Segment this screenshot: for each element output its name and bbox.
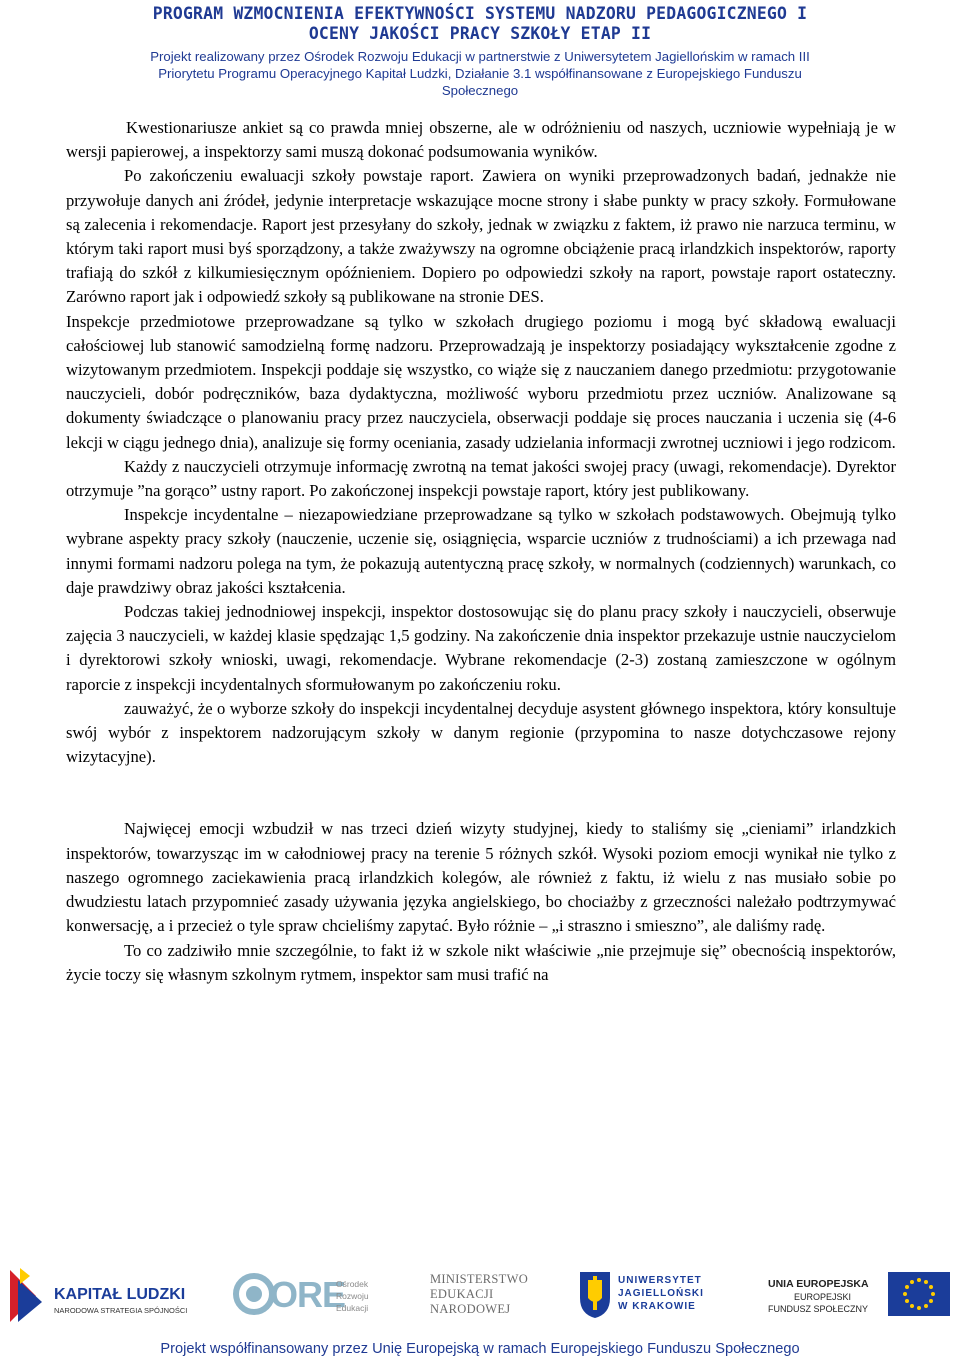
- kapital-ludzki-tagline: NARODOWA STRATEGIA SPÓJNOŚCI: [54, 1306, 188, 1315]
- program-title-line-1: PROGRAM WZMOCNIENIA EFEKTYWNOŚCI SYSTEMU NADZORU PEDAGOGICZNEGO I: [152, 4, 808, 23]
- ore-wordmark: ORE: [270, 1274, 346, 1315]
- paragraph-questionnaires: Kwestionariusze ankiet są co prawda mniej obszerne, ale w odróżnieniu od naszych, uczniowie wypełniają je w wersji papierowej, a inspektorzy sami muszą dokonać podsumowania wyników.: [66, 118, 896, 162]
- eu-logo: [768, 1262, 954, 1332]
- paragraph-school-rhythm: To co zadziwiło mnie szczególnie, to fakt iż w szkole nikt właściwie „nie przejmuje się” obecnością inspektorów, życie toczy się własnym szkolnym rytmem, inspektor sam musi trafić na: [66, 940, 896, 984]
- men-name: [430, 1272, 528, 1317]
- project-info-line-3: Społecznego: [441, 83, 519, 98]
- kapital-ludzki-logo: [6, 1262, 196, 1332]
- uj-name-line-3: W KRAKOWIE: [618, 1301, 696, 1312]
- kapital-ludzki-name: KAPITAŁ LUDZKI: [54, 1286, 186, 1303]
- ore-name-line-3: Edukacji: [336, 1303, 369, 1313]
- men-name-line-3: NARODOWEJ: [430, 1302, 511, 1316]
- uj-name: [618, 1274, 704, 1313]
- program-title-line-2: OCENY JAKOŚCI PRACY SZKOŁY ETAP II: [308, 24, 652, 43]
- uj-name-line-2: JAGIELLOŃSKI: [618, 1288, 704, 1299]
- ore-logo: [232, 1262, 392, 1332]
- ore-name: [336, 1278, 369, 1314]
- paragraph-report: Po zakończeniu ewaluacji szkoły powstaje raport. Zawiera on wyniki przeprowadzonych badań, jednakże nie przywołuje danych ani źródeł, jedynie interpretacje wskazujące mocne strony i słabe punkty w pracy szkoły. Formułowane są zalecenia i rekomendacje. Raport jest przesyłany do szkoły, jednak w związku z faktem, iż prawo nie narzuca terminu, w którym taki raport musi byś sporządzony, a także zważywszy na ogromne obciążenie pracą irlandzkich inspektorów, raporty trafiają do szkół z kilkumiesięcznym opóźnieniem. Dopiero po odpowiedzi szkoły na raport, powstaje raport ostateczny. Zarówno raport jak i odpowiedź szkoły są publikowane na stronie DES.: [66, 166, 896, 307]
- logos-bar: [0, 1262, 960, 1332]
- paragraph-school-selection: zauważyć, że o wyborze szkoły do inspekcji incydentalnej decyduje asystent głównego inspektora, który konsultuje swój wybór z inspektorem nadzorującym szkoły w danym regionie (przypomina to nasze dotychczasowe rejony wizytacyjne).: [66, 698, 896, 767]
- paragraph-subject-inspections: Inspekcje przedmiotowe przeprowadzane są tylko w szkołach drugiego poziomu i mogą być składową ewaluacji całościowej lub stanowić samodzielną formę nadzoru. Przeprowadzają je inspektorzy posiadający wykształcenie zgodne z wizytowanym przedmiotem. Inspekcji poddaje się wszystko, co wiąże się z nauczaniem danego przedmiotu: przygotowanie nauczycieli, dobór podręczników, baza dydaktyczna, możliwość wyboru przedmiotu przez uczniów. Analizowane są dokumenty świadczące o planowaniu pracy przez nauczyciela, obserwacji poddaje się proces nauczania i uczenia się (4-6 lekcji w ciągu jednego dnia), analizuje się formy oceniania, zasady udzielania informacji zwrotnej uczniowi i jego rodzicom.: [66, 311, 896, 452]
- paragraph-study-visit: Najwięcej emocji wzbudził w nas trzeci dzień wizyty studyjnej, kiedy to staliśmy się „cieniami” irlandzkich inspektorów, towarzysząc im w całodniowej pracy na terenie 5 różnych szkół. Wysoki poziom emocji wynikał nie tylko z naszego ogromnego zaciekawienia pracą irlandzkich kolegów, ale również z faktu, iż wielu z nas musiało sobie po dwudziestu latach przypomnieć zasady używania języka angielskiego, bo chociażby z grzeczności należało podtrzymywać konwersację, a i przecież o tyle spraw chcieliśmy zapytać. Było różnie – „i straszno i smieszno”, ale daliśmy radę.: [66, 819, 896, 936]
- kapital-ludzki-emblem-icon: [6, 1266, 46, 1326]
- eu-fund-line-2: FUNDUSZ SPOŁECZNY: [768, 1304, 869, 1314]
- project-info-line-2: Priorytetu Programu Operacyjnego Kapitał Ludzki, Działanie 3.1 współfinansowane z Europejskiego Funduszu: [158, 66, 802, 81]
- footer-cofinancing-note: Projekt współfinansowany przez Unię Europejską w ramach Europejskiego Funduszu Społecznego: [160, 1341, 800, 1357]
- project-info-line-1: Projekt realizowany przez Ośrodek Rozwoju Edukacji w partnerstwie z Uniwersytetem Jagiellońskim w ramach III: [150, 49, 810, 64]
- paragraph-incidental-inspections: Inspekcje incydentalne – niezapowiedziane przeprowadzane są tylko w szkołach podstawowych. Obejmują tylko wybrane aspekty pracy szkoły (nauczenie, uczenie się, osiągnięcia, wsparcie uczniów z trudnościami) a ich przewaga nad innymi formami nadzoru polega na tym, że pokazują autentyczną pracę szkoły, w normalnych (codziennych) warunkach, co daje prawdziwy obraz jakości kształcenia.: [66, 505, 896, 597]
- paragraph-one-day-inspection: Podczas takiej jednodniowej inspekcji, inspektor dostosowując się do planu pracy szkoły i nauczycieli, obserwuje zajęcia 3 nauczycieli, w każdej klasie spędzając 1,5 godziny. Na zakończenie dnia inspektor przekazuje ustnie nauczycielom i dyrektorowi szkoły wnioski, uwagi, rekomendacje. Wybrane rekomendacje (2-3) zostaną zamieszczone w ogólnym raporcie z inspekcji incydentalnych sformułowanym po zakończeniu roku.: [66, 602, 896, 694]
- uj-crest-icon: [578, 1268, 612, 1320]
- document-header: [0, 4, 960, 99]
- document-body: [66, 116, 896, 987]
- eu-flag-icon: [888, 1272, 950, 1316]
- uj-name-line-1: UNIWERSYTET: [618, 1275, 702, 1286]
- ore-name-line-1: Ośrodek: [336, 1279, 369, 1289]
- men-logo: [430, 1262, 540, 1332]
- uj-logo: [578, 1262, 738, 1332]
- men-name-line-1: MINISTERSTWO: [430, 1272, 529, 1286]
- eu-name: UNIA EUROPEJSKA: [768, 1278, 869, 1290]
- paragraph-feedback: Każdy z nauczycieli otrzymuje informację zwrotną na temat jakości swojej pracy (uwagi, rekomendacje). Dyrektor otrzymuje ”na gorąco” ustny raport. Po zakończonej inspekcji powstaje raport, który jest publikowany.: [66, 456, 896, 501]
- eu-fund-line-1: EUROPEJSKI: [794, 1292, 852, 1302]
- men-name-line-2: EDUKACJI: [430, 1287, 494, 1301]
- ore-name-line-2: Rozwoju: [336, 1291, 369, 1301]
